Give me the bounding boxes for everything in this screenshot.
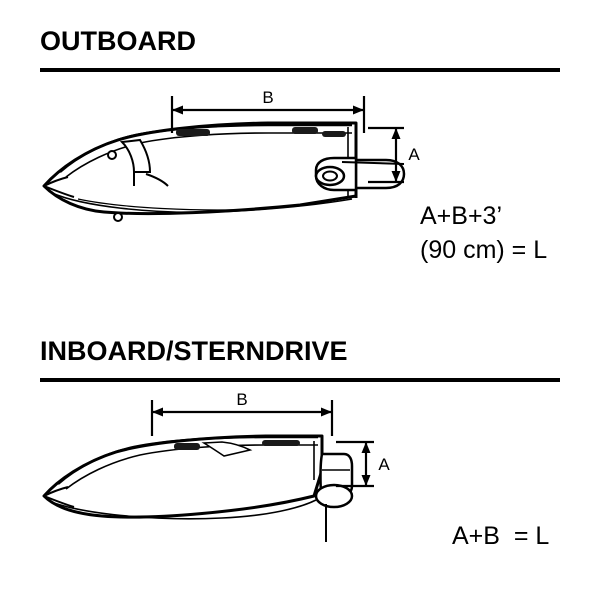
hull-outline-inboard	[44, 436, 322, 519]
boat-inboard-profile-icon	[0, 300, 600, 600]
dimension-label-b-inboard: B	[236, 390, 248, 409]
formula-outboard-line-1: A+B+3’	[420, 202, 503, 230]
dimension-label-b-outboard: B	[262, 88, 274, 107]
outboard-engine-icon	[316, 158, 404, 190]
dimension-label-a-inboard: A	[378, 455, 390, 474]
formula-outboard-line-2: (90 cm) = L	[420, 236, 548, 264]
formula-inboard-line-1: A+B = L	[452, 522, 550, 550]
hull-outline-outboard	[44, 123, 356, 221]
section-title-outboard: OUTBOARD	[40, 26, 196, 56]
section-title-inboard: INBOARD/STERNDRIVE	[40, 336, 348, 366]
section-inboard	[0, 300, 600, 600]
sterndrive-icon	[316, 454, 352, 542]
dimension-label-a-outboard: A	[408, 145, 420, 164]
